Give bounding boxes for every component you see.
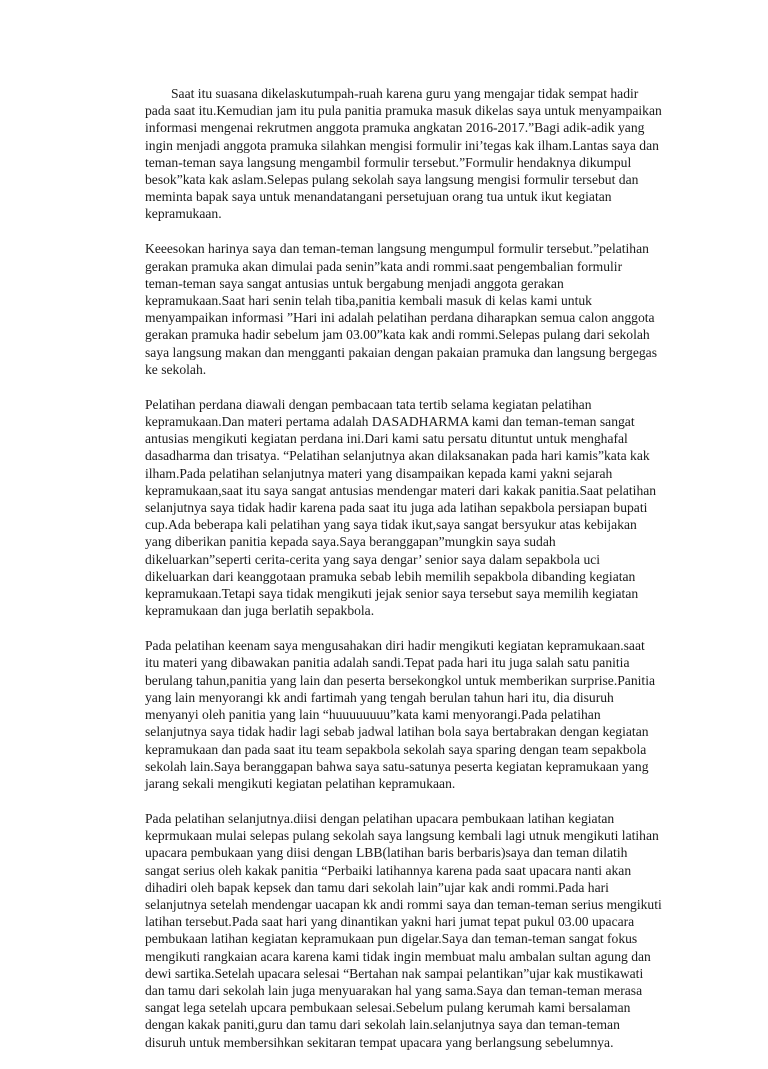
paragraph: Keeesokan harinya saya dan teman-teman langsung mengumpul formulir tersebut.”pelatihan gerakan pramuka akan dimulai pada senin”kata andi rommi.saat pengembalian formulir teman-teman saya sangat antusias untuk bergabung menjadi anggota gerakan kepramukaan.Saat hari senin telah tiba,panitia kembali masuk di kelas kami untuk menyampaikan informasi ”Hari ini adalah pelatihan perdana diharapkan semua calon anggota gerakan pramuka hadir sebelum jam 03.00”kata kak andi rommi.Selepas pulang dari sekolah saya langsung makan dan mengganti pakaian dengan pakaian pramuka dan langsung bergegas ke sekolah. [145,241,657,377]
document-page [145,85,662,1069]
paragraph: Saat itu suasana dikelaskutumpah-ruah karena guru yang mengajar tidak sempat hadir pada saat itu.Kemudian jam itu pula panitia pramuka masuk dikelas saya untuk menyampaikan informasi mengenai rekrutmen anggota pramuka angkatan 2016-2017.”Bagi adik-adik yang ingin menjadi anggota pramuka silahkan mengisi formulir ini’tegas kak ilham.Lantas saya dan teman-teman saya langsung mengambil formulir tersebut.”Formulir hendaknya dikumpul besok”kata kak aslam.Selepas pulang sekolah saya langsung mengisi formulir tersebut dan meminta bapak saya untuk menandatangani persetujuan orang tua untuk ikut kegiatan kepramukaan. [145,86,662,222]
paragraph: Pada pelatihan keenam saya mengusahakan diri hadir mengikuti kegiatan kepramukaan.saat itu materi yang dibawakan panitia adalah sandi.Tepat pada hari itu juga salah satu panitia berulang tahun,panitia yang lain dan peserta bersekongkol untuk memberikan surprise.Panitia yang lain menyorangi kk andi fartimah yang tengah berulan tahun hari itu, dia disuruh menyanyi oleh panitia yang lain “huuuuuuuu”kata kami menyorangi.Pada pelatihan selanjutnya saya tidak hadir lagi sebab jadwal latihan bola saya bertabrakan dengan kegiatan kepramukaan dan pada saat itu team sepakbola sekolah saya sparing dengan team sepakbola sekolah lain.Saya beranggapan bahwa saya satu-satunya peserta kegiatan kepramukaan yang jarang sekali mengikuti kegiatan pelatihan kepramukaan. [145,638,655,791]
paragraph: Pelatihan perdana diawali dengan pembacaan tata tertib selama kegiatan pelatihan kepramukaan.Dan materi pertama adalah DASADHARMA kami dan teman-teman sangat antusias mengikuti kegiatan perdana ini.Dari kami satu persatu dituntut untuk menghafal dasadharma dan trisatya. “Pelatihan selanjutnya akan dilaksanakan pada hari kamis”kata kak ilham.Pada pelatihan selanjutnya materi yang disampaikan kepada kami yakni sejarah kepramukaan,saat itu saya sangat antusias mendengar materi dari kakak panitia.Saat pelatihan selanjutnya saya tidak hadir karena pada saat itu juga ada latihan sepakbola persiapan bupati cup.Ada beberapa kali pelatihan yang saya tidak ikut,saya sangat bersyukur atas kebijakan yang diberikan panitia kepada saya.Saya beranggapan”mungkin saya sudah dikeluarkan”seperti cerita-cerita yang saya dengar’ senior saya dalam sepakbola uci dikeluarkan dari keanggotaan pramuka sebab lebih memilih sepakbola dibanding kegiatan kepramukaan.Tetapi saya tidak mengikuti jejak senior saya tersebut saya memilih kegiatan kepramukaan dan juga berlatih sepakbola. [145,396,657,619]
paragraph: Pada pelatihan selanjutnya.diisi dengan pelatihan upacara pembukaan latihan kegiatan keprmukaan mulai selepas pulang sekolah saya langsung kembali lagi utnuk mengikuti latihan upacara pembukaan yang diisi dengan LBB(latihan baris berbaris)saya dan teman dilatih sangat serius oleh kakak panitia “Perbaiki latihannya karena pada saat upacara nanti akan dihadiri oleh bapak kepsek dan tamu dari sekolah lain”ujar kak andi rommi.Pada hari selanjutnya setelah mendengar uacapan kk andi rommi saya dan teman-teman serius mengikuti latihan tersebut.Pada saat hari yang dinantikan yakni hari jumat tepat pukul 03.00 upacara pembukaan latihan kegiatan kepramukaan pun digelar.Saya dan teman-teman sangat fokus mengikuti rangkaian acara karena kami tidak ingin membuat malu ambalan sultan agung dan dewi sartika.Setelah upacara selesai “Bertahan nak sampai pelantikan”ujar kak mustikawati dan tamu dari sekolah lain juga menyuarakan hal yang sama.Saya dan teman-teman merasa sangat lega setelah upcara pembukaan selesai.Sebelum pulang kerumah kami bersalaman dengan kakak paniti,guru dan tamu dari sekolah lain.selanjutnya saya dan teman-teman disuruh untuk membersihkan sekitaran tempat upacara yang berlangsung sebelumnya. [145,810,662,1050]
